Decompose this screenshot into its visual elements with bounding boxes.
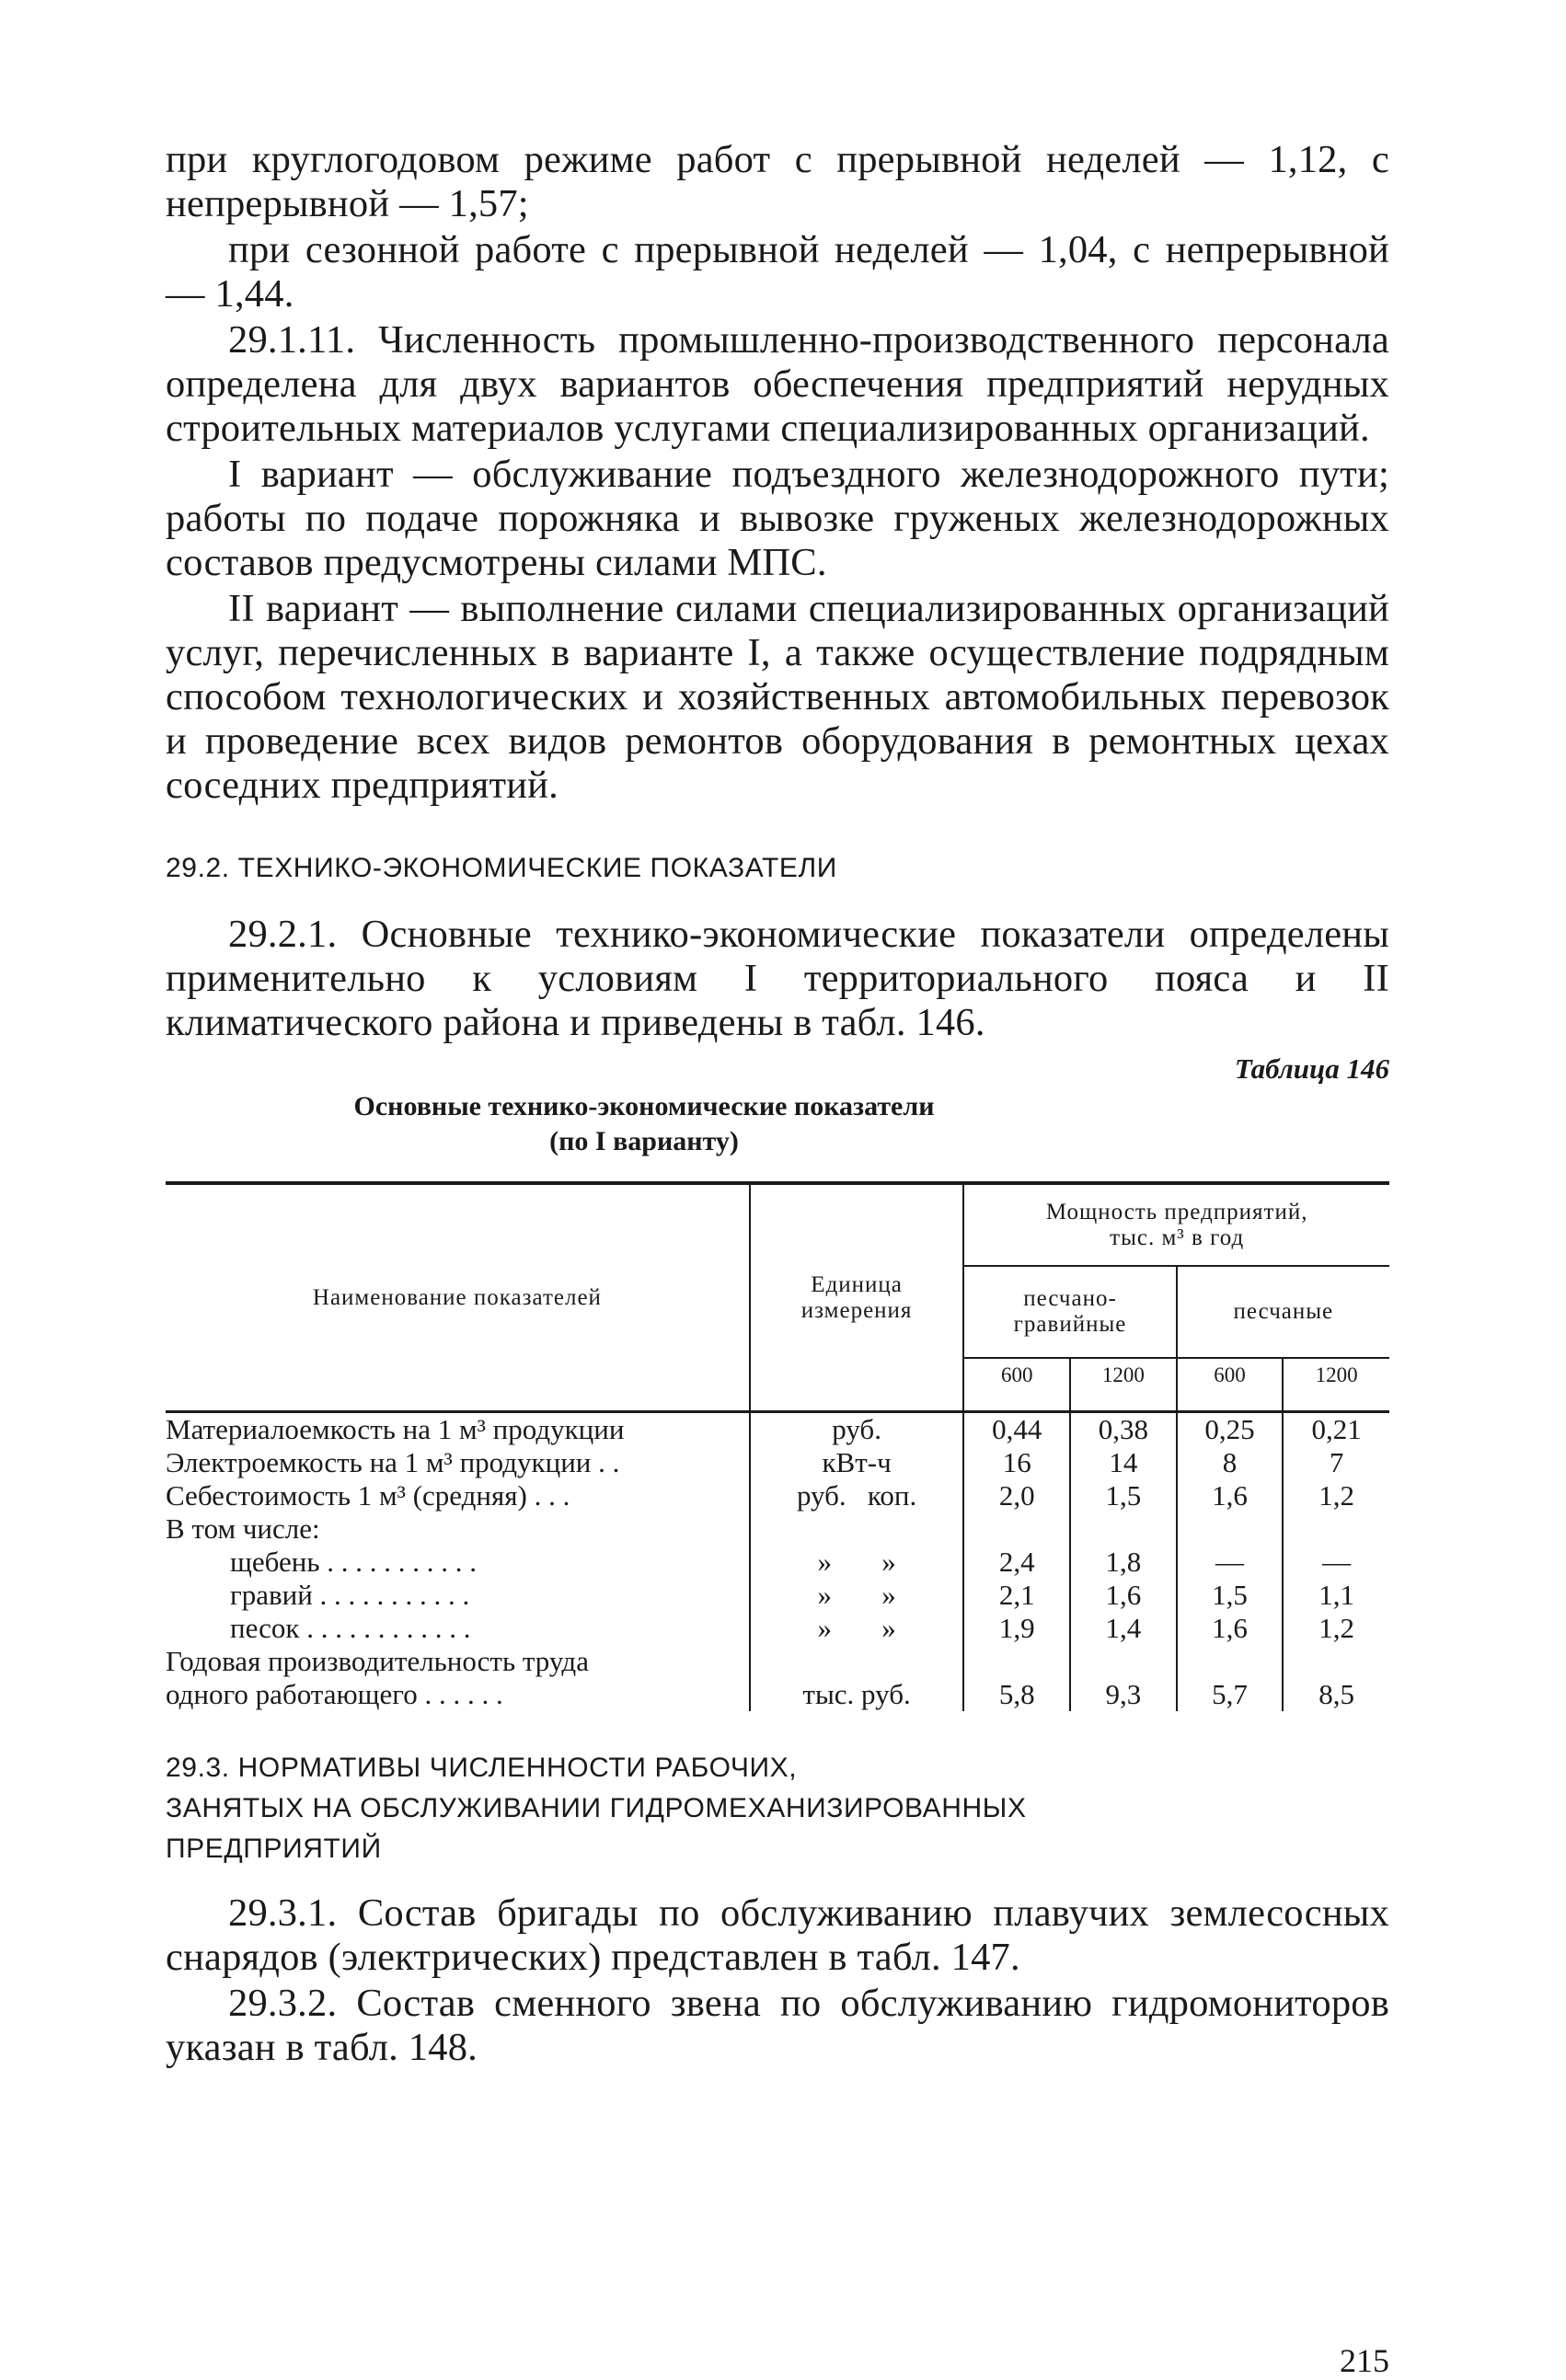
row-unit: руб. [750, 1412, 964, 1447]
heading-29-3-line1: 29.3. НОРМАТИВЫ ЧИСЛЕННОСТИ РАБОЧИХ, [166, 1753, 798, 1783]
row-unit: » » [750, 1579, 964, 1612]
table-row [166, 1678, 1389, 1711]
row-value: 1,6 [1177, 1612, 1284, 1645]
row-value: 5,7 [1177, 1678, 1284, 1711]
row-name: одного работающего . . . . . . [166, 1678, 503, 1710]
header-group-sand: песчаные [1177, 1266, 1389, 1358]
row-value: 2,1 [963, 1579, 1070, 1612]
row-unit: руб. коп. [750, 1479, 964, 1512]
table-row [166, 1612, 1389, 1645]
row-value: 9,3 [1070, 1678, 1177, 1711]
header-name-col: Наименование показателей [166, 1183, 750, 1412]
row-value: — [1283, 1546, 1389, 1579]
table-title-line2: (по I варианту) [549, 1126, 739, 1156]
table-label: Таблица 146 [1234, 1052, 1389, 1085]
row-name: щебень . . . . . . . . . . . [230, 1546, 477, 1578]
row-value: 1,1 [1283, 1579, 1389, 1612]
row-value: 0,21 [1283, 1412, 1389, 1447]
row-value: 2,4 [963, 1546, 1070, 1579]
table-row [166, 1546, 1389, 1579]
row-name: Материалоемкость на 1 м³ продукции [166, 1413, 625, 1445]
header-capacity-line2: тыс. м³ в год [1110, 1224, 1245, 1250]
paragraph-29-1-11: 29.1.11. Численность промышленно-производственного персонала определена для двух вариантов обеспечения предприятий нерудных строительных материалов услугами специализированных организаций. [166, 318, 1389, 450]
header-unit-line1: Единица [811, 1271, 903, 1297]
paragraph-variant-2: II вариант — выполнение силами специализированных организаций услуг, перечисленных в варианте I, а также осуществление подрядным способом технологических и хозяйственных автомобильных перевозок и проведение всех видов ремонтов оборудования в ремонтных цехах соседних предприятий. [166, 587, 1389, 807]
row-value: 1,8 [1070, 1546, 1177, 1579]
row-name: Себестоимость 1 м³ (средняя) . . . [166, 1479, 570, 1512]
paragraph-29-2-1: 29.2.1. Основные технико-экономические показатели определены применительно к условиям I территориального пояса и II климатического района и приведены в табл. 146. [166, 913, 1389, 1044]
table-title [166, 1089, 1123, 1159]
header-year-4: 1200 [1283, 1358, 1389, 1412]
header-group1-line2: гравийные [1013, 1312, 1127, 1337]
row-value [1283, 1512, 1389, 1546]
table-row [166, 1645, 1389, 1678]
row-name: Годовая производительность труда [166, 1645, 589, 1677]
row-value [963, 1645, 1070, 1678]
header-group1-line1: песчано- [1023, 1286, 1117, 1311]
row-value [1177, 1512, 1284, 1546]
header-capacity-line1: Мощность предприятий, [1045, 1199, 1308, 1224]
row-value: 8 [1177, 1446, 1284, 1479]
row-value: 1,6 [1177, 1479, 1284, 1512]
paragraph-variant-1: I вариант — обслуживание подъездного железнодорожного пути; работы по подаче порожняка и вывозке груженых железнодорожных составов предусмотрены силами МПС. [166, 453, 1389, 584]
table-row [166, 1446, 1389, 1479]
table-row [166, 1479, 1389, 1512]
header-unit-line2: измерения [800, 1297, 913, 1323]
row-value: 1,9 [963, 1612, 1070, 1645]
row-unit: » » [750, 1612, 964, 1645]
header-year-2: 1200 [1070, 1358, 1177, 1412]
row-value [1283, 1645, 1389, 1678]
header-capacity [963, 1183, 1389, 1266]
row-value: 1,6 [1070, 1579, 1177, 1612]
page-number: 215 [1340, 2342, 1389, 2379]
table-row [166, 1512, 1389, 1546]
section-heading-29-2: 29.2. ТЕХНИКО-ЭКОНОМИЧЕСКИЕ ПОКАЗАТЕЛИ [166, 853, 837, 883]
header-group-sand-gravel [963, 1266, 1176, 1358]
row-value [1070, 1645, 1177, 1678]
paragraph-intro-2: при сезонной работе с прерывной неделей — 1,04, с непрерывной — 1,44. [166, 228, 1389, 316]
row-name: песок . . . . . . . . . . . . [230, 1612, 471, 1644]
row-value: 1,5 [1177, 1579, 1284, 1612]
row-value: 1,2 [1283, 1479, 1389, 1512]
heading-29-3-line3: ПРЕДПРИЯТИЙ [166, 1834, 382, 1864]
row-value: 2,0 [963, 1479, 1070, 1512]
paragraph-29-3-2: 29.3.2. Состав сменного звена по обслуживанию гидромониторов указан в табл. 148. [166, 1982, 1389, 2069]
row-value: 0,25 [1177, 1412, 1284, 1447]
row-value: 8,5 [1283, 1678, 1389, 1711]
row-value: 1,4 [1070, 1612, 1177, 1645]
row-value: 7 [1283, 1446, 1389, 1479]
header-year-1: 600 [963, 1358, 1070, 1412]
row-value [1070, 1512, 1177, 1546]
row-unit: кВт-ч [750, 1446, 964, 1479]
row-name: Электроемкость на 1 м³ продукции . . [166, 1446, 620, 1478]
table-title-line1: Основные технико-экономические показатели [353, 1091, 935, 1121]
row-value: 14 [1070, 1446, 1177, 1479]
header-year-3: 600 [1177, 1358, 1284, 1412]
row-unit [750, 1645, 964, 1678]
row-unit: тыс. руб. [750, 1678, 964, 1711]
paragraph-intro-1: при круглогодовом режиме работ с прерывной неделей — 1,12, с непрерывной — 1,57; [166, 138, 1389, 225]
row-value [1177, 1645, 1284, 1678]
page-body [166, 138, 1389, 2379]
paragraph-29-3-1: 29.3.1. Состав бригады по обслуживанию плавучих землесосных снарядов (электрических) представлен в табл. 147. [166, 1891, 1389, 1979]
row-value [963, 1512, 1070, 1546]
header-unit-col [750, 1183, 964, 1412]
table-row [166, 1579, 1389, 1612]
section-heading-29-3 [166, 1748, 1389, 1869]
row-value: 5,8 [963, 1678, 1070, 1711]
heading-29-3-line2: ЗАНЯТЫХ НА ОБСЛУЖИВАНИИ ГИДРОМЕХАНИЗИРОВАННЫХ [166, 1793, 1027, 1823]
indicators-table [166, 1181, 1389, 1711]
row-value: 0,38 [1070, 1412, 1177, 1447]
row-value: 16 [963, 1446, 1070, 1479]
row-name: гравий . . . . . . . . . . . [230, 1579, 470, 1611]
row-value: 0,44 [963, 1412, 1070, 1447]
row-value: 1,5 [1070, 1479, 1177, 1512]
row-value: 1,2 [1283, 1612, 1389, 1645]
row-unit [750, 1512, 964, 1546]
table-row [166, 1412, 1389, 1447]
row-name: В том числе: [166, 1512, 320, 1545]
row-value: — [1177, 1546, 1284, 1579]
row-unit: » » [750, 1546, 964, 1579]
